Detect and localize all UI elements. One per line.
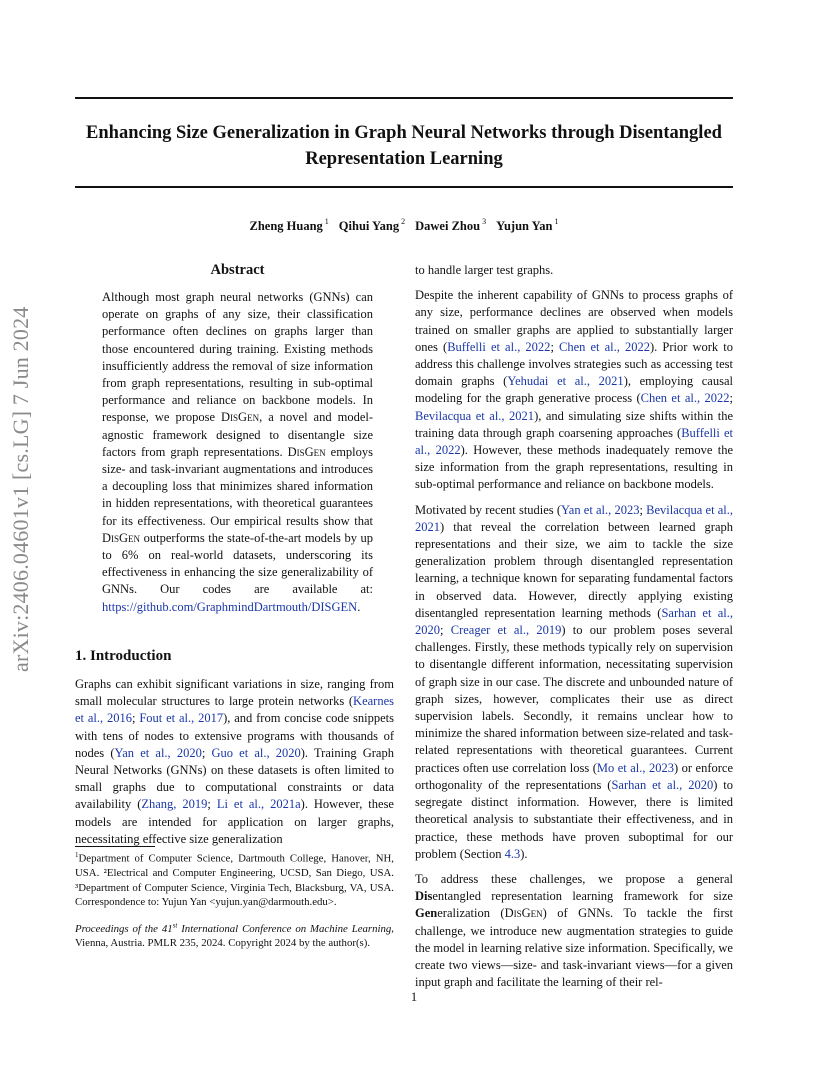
citation-link[interactable]: Chen et al., 2022 — [640, 391, 730, 406]
body-paragraph — [415, 262, 733, 279]
citation-link[interactable]: Creager et al., 2019 — [450, 623, 562, 638]
paper-title: Enhancing Size Generalization in Graph Neural Networks through Disentangled Representation Learning — [86, 123, 722, 169]
citation-link[interactable]: Buffelli et al., 2022 — [447, 339, 551, 354]
citation-link[interactable]: Bevilacqua et al., 2021 — [415, 502, 733, 534]
author-list — [75, 214, 733, 235]
text-run: ; — [132, 711, 140, 726]
text-run: ; — [201, 745, 212, 760]
text-run: Although most graph neural networks (GNNs) can operate on graphs of any size, their classification performance often declines on graphs larger than those encountered during training. Existing methods insufficiently address the removal of size information from graph representations, resulting in sub-optimal performance and reliance on backbone models. In response, we propose — [102, 290, 373, 425]
body-paragraph — [415, 502, 733, 863]
method-name: DisGen — [102, 530, 141, 545]
text-run: ; — [207, 797, 217, 812]
text-run: , a novel and model-agnostic framework designed to disentangle size factors from graph representations. — [102, 410, 374, 459]
text-run: ), and simulating size shifts within the training data through graph coarsening approaches ( — [415, 408, 733, 440]
title-bottom-rule — [75, 186, 733, 188]
introduction-heading: 1. Introduction — [75, 648, 172, 664]
text-run: ) to segregate distinct information. However, there is limited theoretical analysis to substantiate their effectiveness, and in practice, these methods have proven suboptimal for our problem (Section — [415, 777, 733, 861]
author: Dawei Zhou $^3$ — [415, 217, 487, 234]
citation-link[interactable]: Mo et al., 2023 — [596, 760, 674, 775]
text-run: . — [357, 599, 361, 614]
text-run: ), and from concise code snippets with tens of nodes to extensive programs with thousands of nodes ( — [75, 711, 395, 760]
text-run: employs size- and task-invariant augmentations and introduces a decoupling loss that minimizes shared information in hidden representations, with theoretical guarantees for its effectiveness. Our empirical results show that — [102, 444, 374, 528]
text-run: ). However, these methods inadequately remove the size information from the graph representations, resulting in sub-optimal performance and reliance on backbone models. — [415, 443, 733, 492]
text-run: ; — [729, 391, 733, 406]
footnotes — [75, 848, 394, 951]
text-run: ; — [440, 623, 451, 638]
proceedings-footnote: Proceedings of the 41st International Conference on Machine Learning, Vienna, Austria. PMLR 235, 2024. Copyright 2024 by the author(s). — [75, 920, 394, 950]
author: Yujun Yan $^1$ — [496, 217, 559, 234]
citation-link[interactable]: Li et al., 2021a — [216, 797, 301, 812]
footnote-rule — [75, 846, 155, 847]
page-number: 1 — [410, 990, 418, 1004]
text-run: ) or enforce orthogonality of the representations ( — [415, 760, 733, 792]
body-paragraph — [415, 287, 733, 493]
citation-link[interactable]: Yan et al., 2023 — [561, 502, 640, 517]
citation-link[interactable]: Chen et al., 2022 — [559, 339, 650, 354]
author: Zheng Huang $^1$ — [249, 217, 329, 234]
method-name: DisGen — [504, 906, 543, 921]
top-rule — [75, 97, 733, 99]
method-name: DisGen — [221, 410, 260, 425]
text-run: ) that reveal the correlation between learned graph representations and their size, we aim to tackle the size generalization problem through disentangled representation learning, a technique known for separating fundamental factors in observed data. However, directly applying existing disentangled representation learning methods ( — [415, 519, 733, 620]
text-run: To address these challenges, we propose a general — [415, 871, 733, 886]
abstract-heading: Abstract — [210, 262, 265, 278]
citation-link[interactable]: Buffelli et al., 2022 — [415, 425, 733, 458]
method-name: DisGen — [287, 444, 326, 459]
introduction-left-column — [75, 676, 394, 848]
text-run: outperforms the state-of-the-art models by up to 6% on real-world datasets, underscoring its effectiveness in enhancing the size generalizability of GNNs. Our codes are available at: — [102, 530, 373, 597]
text-run: ; — [639, 502, 647, 517]
text-run: ). — [520, 846, 528, 861]
text-run: ). Prior work to address this challenge involves strategies such as accessing test domain graphs ( — [415, 339, 733, 389]
text-run: Dis — [415, 889, 433, 904]
text-run: ). However, these models are intended for application on larger graphs, necessitating effective size generalization — [75, 797, 394, 846]
introduction-right-column — [415, 262, 733, 991]
citation-link[interactable]: 4.3 — [504, 846, 521, 861]
arxiv-identifier: arXiv:2406.04601v1 [cs.LG] 7 Jun 2024 — [8, 306, 33, 672]
citation-link[interactable]: Guo et al., 2020 — [211, 745, 301, 760]
citation-link[interactable]: Sarhan et al., 2020 — [611, 777, 714, 792]
citation-link[interactable]: Kearnes et al., 2016 — [75, 694, 394, 726]
citation-link[interactable]: Sarhan et al., 2020 — [415, 605, 733, 638]
abstract-section — [102, 261, 373, 616]
citation-link[interactable]: Yehudai et al., 2021 — [507, 374, 624, 389]
citation-link[interactable]: Fout et al., 2017 — [139, 711, 224, 726]
text-run: entangled representation learning framework for size — [432, 889, 733, 904]
body-paragraph — [415, 871, 733, 991]
text-run: ; — [550, 339, 560, 354]
text-run: ). Training Graph Neural Networks (GNNs) on these datasets is often limited to small graphs due to computational constraints or data availability ( — [75, 745, 394, 812]
text-run: Despite the inherent capability of GNNs to process graphs of any size, performance declines are observed when models trained on smaller graphs are applied to substantially larger ones ( — [415, 288, 733, 354]
text-run: to handle larger test graphs. — [415, 263, 554, 277]
citation-link[interactable]: https://github.com/GraphmindDartmouth/DISGEN — [102, 599, 358, 614]
citation-link[interactable]: Bevilacqua et al., 2021 — [415, 408, 535, 423]
citation-link[interactable]: Yan et al., 2020 — [114, 745, 202, 760]
text-run: ) of GNNs. To tackle the first challenge, we introduce new augmentation strategies to guide the model in learning relative size information. Specifically, we create two views—size- and task-invariant views—for a given input graph and facilitate the learning of their rel- — [415, 906, 733, 990]
text-run: ) to our problem poses several challenges. Firstly, these methods typically rely on supervision to disentangle different information, necessitating supervision of graph size in our case. The discrete and unbounded nature of graph sizes, however, complicates their use as direct supervision labels. Secondly, it remains unclear how to minimize the shared information between size-related and task-related representations with theoretical guarantees. Current practices often use correlation loss ( — [415, 623, 733, 775]
abstract-body — [102, 289, 373, 616]
affiliation-footnote: $^1$Department of Computer Science, Dartmouth College, Hanover, NH, USA. ²Electrical and Computer Engineering, UCSD, San Diego, USA. ³Department of Computer Science, Virginia Tech, Blacksburg, VA, USA. Correspondence to: Yujun Yan <yujun.yan@darmouth.edu>. — [75, 851, 394, 909]
text-run: Gen — [415, 906, 438, 921]
text-run: Motivated by recent studies ( — [415, 502, 562, 517]
introduction-paragraph — [75, 676, 394, 848]
text-run: ), employing causal modeling for the graph generative process ( — [415, 374, 733, 406]
author: Qihui Yang $^2$ — [338, 217, 406, 234]
text-run: Graphs can exhibit significant variations in size, ranging from small molecular structures to large protein networks ( — [75, 677, 394, 709]
text-run: eralization ( — [437, 906, 505, 921]
citation-link[interactable]: Zhang, 2019 — [141, 797, 208, 812]
